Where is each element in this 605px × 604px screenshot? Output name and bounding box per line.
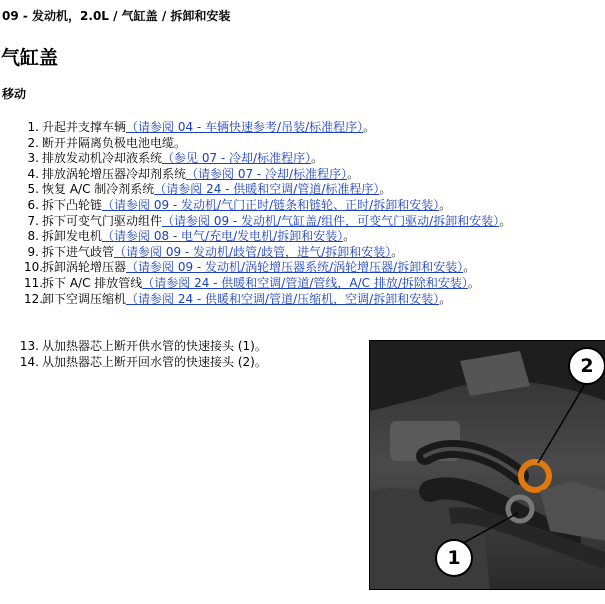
reference-link[interactable]: （请参阅 24 - 供暖和空调/管道/标准程序） bbox=[154, 182, 380, 197]
procedure-steps-continued bbox=[18, 339, 267, 370]
step-item: 13. 从加热器芯上断开供水管的快速接头 (1)。 bbox=[19, 339, 267, 353]
engine-photo-illustration bbox=[370, 341, 605, 589]
procedure-steps bbox=[24, 120, 511, 307]
reference-link[interactable]: （请参阅 04 - 车辆快速参考/吊装/标准程序） bbox=[126, 120, 364, 134]
step-item: 8. 拆卸发电机（请参阅 08 - 电气/充电/发电机/拆卸和安装）。 bbox=[27, 229, 356, 244]
section-heading: 移动 bbox=[2, 87, 27, 101]
step-item: 14. 从加热器芯上断开回水管的快速接头 (2)。 bbox=[19, 354, 267, 369]
step-item: 12.卸下空调压缩机（请参阅 24 - 供暖和空调/管道/压缩机，空调/拆卸和安装）。 bbox=[24, 291, 452, 306]
step-item: 2. 断开并隔离负极电池电缆。 bbox=[27, 135, 187, 150]
callout-2: 2 bbox=[568, 347, 605, 385]
callout-1: 1 bbox=[435, 539, 473, 577]
reference-link[interactable]: （请参阅 09 - 发动机/气缸盖/组件，可变气门驱动/拆卸和安装） bbox=[162, 213, 500, 228]
step-item: 9. 拆下进气歧管（请参阅 09 - 发动机/歧管/歧管，进气/拆卸和安装）。 bbox=[27, 244, 404, 259]
page-title: 气缸盖 bbox=[1, 47, 59, 69]
reference-link[interactable]: （参见 07 - 冷却/标准程序） bbox=[162, 151, 312, 166]
step-item: 11.拆下 A/C 排放管线（请参阅 24 - 供暖和空调/管道/管线，A/C 排放/拆除和安装）。 bbox=[24, 275, 480, 290]
reference-link[interactable]: （请参阅 07 - 冷却/标准程序） bbox=[186, 166, 348, 181]
reference-link[interactable]: （请参阅 09 - 发动机/涡轮增压器系统/涡轮增压器/拆卸和安装） bbox=[126, 260, 464, 275]
step-item: 4. 排放涡轮增压器冷却剂系统（请参阅 07 - 冷却/标准程序）。 bbox=[27, 166, 360, 181]
reference-link[interactable]: （请参阅 08 - 电气/充电/发电机/拆卸和安装） bbox=[102, 229, 344, 244]
engine-photo-figure bbox=[369, 340, 605, 590]
reference-link[interactable]: （请参阅 24 - 供暖和空调/管道/压缩机，空调/拆卸和安装） bbox=[126, 291, 440, 306]
step-item: 7. 拆下可变气门驱动组件（请参阅 09 - 发动机/气缸盖/组件，可变气门驱动/拆卸和安装）。 bbox=[27, 213, 512, 228]
reference-link[interactable]: （请参阅 09 - 发动机/歧管/歧管，进气/拆卸和安装） bbox=[114, 244, 392, 259]
step-item: 10.拆卸涡轮增压器（请参阅 09 - 发动机/涡轮增压器系统/涡轮增压器/拆卸和安装）。 bbox=[24, 260, 476, 275]
step-item: 5. 恢复 A/C 制冷剂系统（请参阅 24 - 供暖和空调/管道/标准程序）。 bbox=[27, 182, 392, 197]
reference-link[interactable]: （请参阅 24 - 供暖和空调/管道/管线，A/C 排放/拆除和安装） bbox=[142, 275, 468, 290]
breadcrumb-header: 09 - 发动机，2.0L / 气缸盖 / 拆卸和安装 bbox=[2, 9, 231, 23]
step-item: 3. 排放发动机冷却液系统（参见 07 - 冷却/标准程序）。 bbox=[27, 151, 324, 166]
reference-link[interactable]: （请参阅 09 - 发动机/气门正时/链条和链轮、正时/拆卸和安装） bbox=[102, 197, 440, 212]
step-item: 6. 拆下凸轮链（请参阅 09 - 发动机/气门正时/链条和链轮、正时/拆卸和安装）。 bbox=[27, 197, 452, 212]
step-item: 1. 升起并支撑车辆（请参阅 04 - 车辆快速参考/吊装/标准程序）。 bbox=[27, 120, 376, 134]
